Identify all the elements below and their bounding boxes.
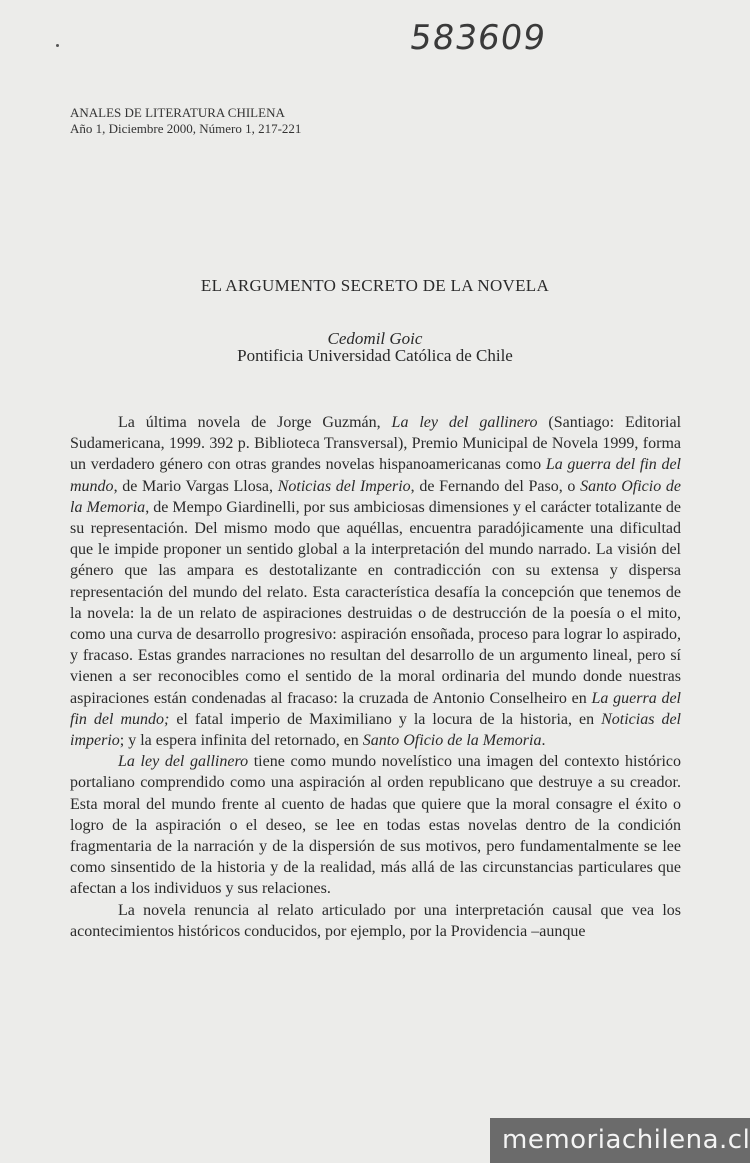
paragraph <box>70 751 681 899</box>
text-run: el fatal imperio de Maximiliano y la locura de la historia, en <box>169 710 602 728</box>
italic-title-ref: Noticias del Imperio <box>277 477 411 495</box>
text-run: La última novela de Jorge Guzmán, <box>118 414 392 431</box>
handwritten-catalog-number: 583609 <box>407 18 549 58</box>
watermark-banner <box>490 1118 750 1163</box>
author-affiliation: Pontificia Universidad Católica de Chile <box>237 346 513 365</box>
journal-header <box>70 105 301 137</box>
text-run: . <box>541 732 546 750</box>
italic-title-ref: Noticias del imperio <box>70 710 681 750</box>
article-body <box>70 412 681 942</box>
italic-title-ref: Santo Oficio de la Memoria <box>362 732 542 750</box>
text-run: (Santiago: Editorial Sudamericana, 1999. 392 p. Biblioteca Transversal), Premio Municipal de Novela 1999, forma un verdadero género con otras grandes novelas hispanoamericanas como <box>70 414 682 474</box>
watermark-text: memoriachilena.cl <box>502 1125 750 1155</box>
text-run: , de Fernando del Paso, o <box>410 477 581 495</box>
italic-title-ref: La ley del gallinero <box>391 414 538 431</box>
italic-title-ref: La ley del gallinero <box>118 753 249 771</box>
paragraph <box>70 900 681 942</box>
text-run: La novela renuncia al relato articulado por una interpretación causal que vea los acontecimientos históricos conducidos, por ejemplo, por la Providencia –aunque <box>70 901 681 940</box>
article-author: Cedomil Goic <box>327 329 423 348</box>
speck-mark <box>56 44 59 47</box>
journal-issue: Año 1, Diciembre 2000, Número 1, 217-221 <box>70 121 302 136</box>
paragraph <box>70 412 681 751</box>
text-run: ; y la espera infinita del retornado, en <box>119 732 363 750</box>
text-run: , de Mempo Giardinelli, por sus ambiciosas dimensiones y el carácter totalizante de su representación. Del mismo modo que aquéllas, encuentra paradójicamente una dificultad que le impide proponer un sentido global a la interpretación del mundo narrado. La visión del género que las ampara es destotalizante en contradicción con su extensa y dispersa representación del mundo del relato. Esta característica desafía la concepción que tenemos de la novela: la de un relato de aspiraciones destruidas o de destrucción de la poesía o el mito, como una curva de desarrollo progresivo: aspiración ensoñada, proceso para lograr lo aspirado, y fracaso. Estas grandes narraciones no resultan del desarrollo de un argumento lineal, pero sí vienen a ser reconocibles como el sentido de la moral ordinaria del mundo donde nuestras aspiraciones están condenadas al fracaso: la cruzada de Antonio Conselheiro en <box>70 498 681 707</box>
journal-name: ANALES DE LITERATURA CHILENA <box>70 105 285 120</box>
article-title: EL ARGUMENTO SECRETO DE LA NOVELA <box>200 276 550 295</box>
italic-title-ref: La guerra del fin del mundo <box>70 456 682 495</box>
italic-title-ref: La guerra del fin del mundo; <box>70 689 682 728</box>
text-run: tiene como mundo novelístico una imagen del contexto histórico portaliano comprendido como una aspiración al orden republicano que destruye a su creador. Esta moral del mundo frente al cuento de hadas que quiere que la moral consagre el éxito o logro de la aspiración o el deseo, se lee en todas estas novelas dentro de la condición fragmentaria de la narración y de la dispersión de sus motivos, pero fundamentalmente se lee como sinsentido de la historia y de la realidad, más allá de las circunstancias particulares que afectan a los individuos y sus relaciones. <box>70 753 681 898</box>
text-run: , de Mario Vargas Llosa, <box>113 477 278 495</box>
italic-title-ref: Santo Oficio de la Memoria <box>70 477 681 516</box>
